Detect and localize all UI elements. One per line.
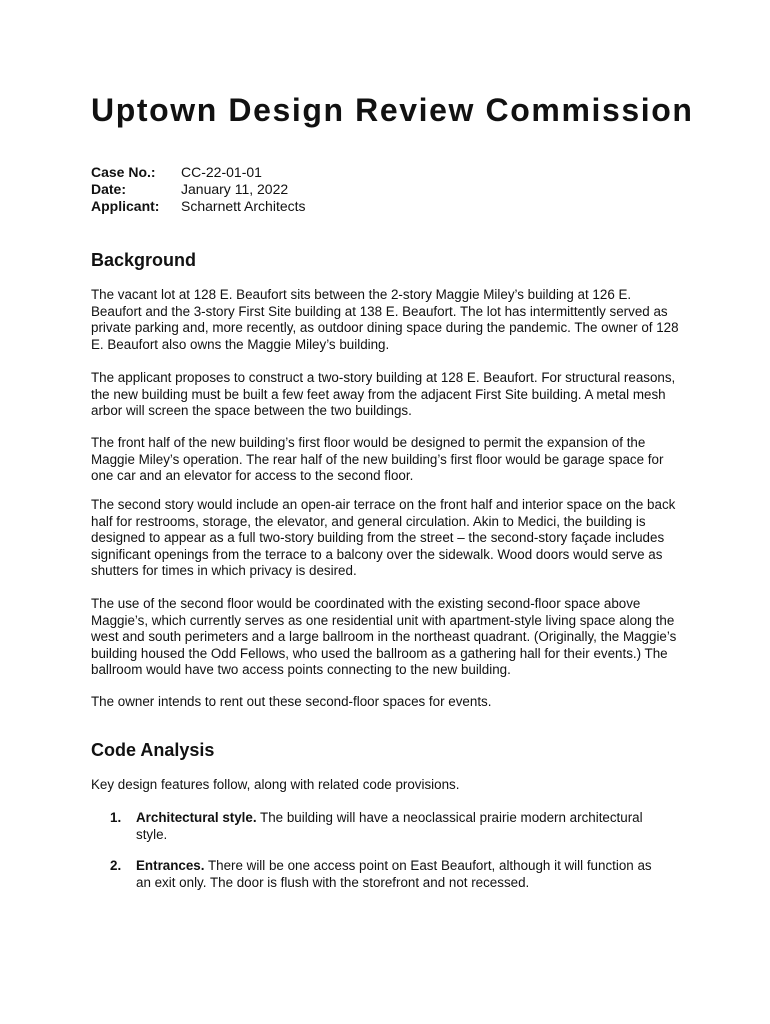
background-paragraph-4: The second story would include an open-air terrace on the front half and interior space on the back half for restrooms, storage, the elevator, and general circulation. Akin to Medici, the building is designed to appear as a full two-story building from the street – the second-story façade includes significant openings from the terrace to a balcony over the sidewalk. Wood doors would serve as shutters for times in which privacy is desired. <box>91 497 676 578</box>
list-item-body <box>136 858 670 891</box>
list-item-text: There will be one access point on East Beaufort, although it will function as an exit only. The door is flush with the storefront and not recessed. <box>136 858 652 890</box>
code-analysis-heading: Code Analysis <box>91 740 215 760</box>
case-number-label: Case No.: <box>91 164 156 180</box>
date-label: Date: <box>91 181 127 197</box>
list-item-lead: Architectural style. <box>136 810 257 825</box>
background-heading: Background <box>91 250 197 270</box>
list-item-number: 1. <box>110 810 122 825</box>
date-row <box>91 181 306 198</box>
applicant-value: Scharnett Architects <box>181 198 306 214</box>
background-paragraph-3: The front half of the new building’s first floor would be designed to permit the expansion of the Maggie Miley’s operation. The rear half of the new building’s first floor would be garage space for one car and an elevator for access to the second floor. <box>91 435 664 483</box>
list-item <box>110 858 670 891</box>
case-number-row <box>91 164 306 181</box>
background-paragraph-2: The applicant proposes to construct a two-story building at 128 E. Beaufort. For structural reasons, the new building must be built a few feet away from the adjacent First Site building. A metal mesh arbor will screen the space between the two buildings. <box>91 370 676 418</box>
case-info <box>91 164 306 215</box>
document-title: Uptown Design Review Commission <box>91 92 694 128</box>
background-paragraph-5: The use of the second floor would be coordinated with the existing second-floor space above Maggie’s, which currently serves as one residential unit with apartment-style living space along the west and south perimeters and a large ballroom in the northeast quadrant. (Originally, the Maggie’s building housed the Odd Fellows, who used the ballroom as a gathering hall for their events.) The ballroom would have two access points connecting to the new building. <box>91 596 677 677</box>
background-paragraph-1: The vacant lot at 128 E. Beaufort sits between the 2-story Maggie Miley’s building at 126 E. Beaufort and the 3-story First Site building at 138 E. Beaufort. The lot has intermittently served as private parking and, more recently, as outdoor dining space during the pandemic. The owner of 128 E. Beaufort also owns the Maggie Miley’s building. <box>91 287 679 352</box>
list-item-number: 2. <box>110 858 122 873</box>
applicant-label: Applicant: <box>91 198 160 214</box>
applicant-row <box>91 198 306 215</box>
list-item-text: The building will have a neoclassical prairie modern architectural style. <box>136 810 643 842</box>
list-item <box>110 810 670 843</box>
code-analysis-intro: Key design features follow, along with related code provisions. <box>91 777 460 792</box>
date-value: January 11, 2022 <box>181 181 289 197</box>
list-item-body <box>136 810 670 843</box>
case-number-value: CC-22-01-01 <box>181 164 262 180</box>
list-item-lead: Entrances. <box>136 858 205 873</box>
background-paragraph-6: The owner intends to rent out these second-floor spaces for events. <box>91 694 492 709</box>
